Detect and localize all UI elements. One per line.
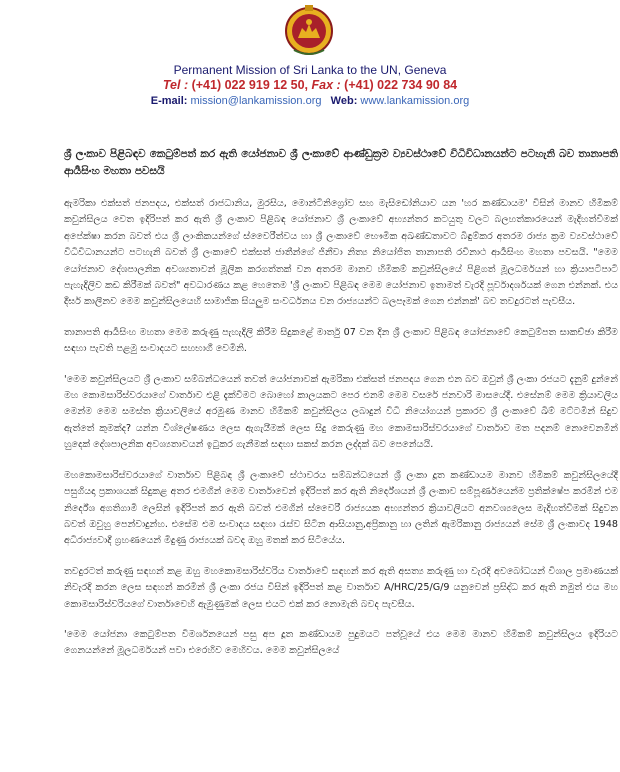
sri-lanka-emblem-icon — [284, 4, 334, 60]
paragraph: 'මෙම කවුන්සිලයට ශ්‍රී ලංකාව සම්බන්ධයෙන් තවත් යෝජනාවක් ඇමරිකා එක්සත් ජනපදය ගෙන එන බව ඔවුන් ශ්‍රී ලංකා රජයට දැනුම් දුන්නේ මහ කොමසාරිස්වරයාගේ වාර්තාව එළි දැක්වීමට බොහෝ කාලයකට පෙර එනම් මෙම වසරේ ජනවාරි මාසයේදී. එසේනම් මෙම ක්‍රියාවලිය මෙන්ම මෙම සමස්ත ක්‍රියාවලියේ අරමුණ මානව හිමිකම් කවුන්සිලය ලබාදුන් විධි නියෝගයන් ප්‍රකාරව ශ්‍රී ලංකාවේ ඛීම් මට්ටමින් සිදුව ඇත්තේ කුමක්ද? යන්න විශ්ලේෂණය ලෙස ඇගැයීමක් ලෙස සිදු කෙරුණු මහ කොමසාරිස්වරයාගේ වාර්තාව මත පදනම් නොවෙනමින් හුදෙක් දේශපාලනික අවශ්‍යතාවයන් ඉටුකර ගැනීමක් සඳහා සකස් කරන ලද්දක් බව පෙනේයයි. — [64, 373, 618, 451]
fax-value: (+41) 022 734 90 84 — [344, 78, 458, 92]
paragraph: ඇමරිකා එක්සත් ජනපදය, එක්සත් රාජධානිය, මුරසිය, මොන්ටිනිග්‍රෝව සහ මැසිඩෝනියාව යන 'හර කණ්ඩායම' විසින් මානව හිමිකම් කවුන්සිලය වෙත ඉදිරිපත් කර ඇති ශ්‍රී ලංකාව පිළිබඳ යෝජනාව ශ්‍රී ලංකාවේ අභ්‍යන්තර කටයුතු වලට බලහත්කාරයෙන් මැදිහත්වීමක් අපේක්ෂා කරන බවත් එය ශ්‍රී ලාංකිකයන්ගේ ස්වෛරීත්වය හා ශ්‍රී ලංකාවේ භෞමික අඛණ්ඩතාවට බිඳුම්කර අතරම රාජ්‍ය ක්‍රම ව්‍යවස්ථාවේ විධිවිධානයන්ට පටහැනි බවත් ශ්‍රී ලංකාවේ එක්සත් ජාතීන්ගේ ජිනීවා නිත්‍ය නියෝජිත තානාපති රවීනාථ ආර්‍යසිංහ මහතා පවසයි. "මෙම යෝජනාව දේශපාලනික අවශ්‍යතාවන් මූලික කරගත්තක් වන අතරම මානව හිමිකම් කවුන්සිලයේ පිළිගත් මූලධර්මයන් හා ක්‍රියාපටිපාටි පැහැදිලිව කඩ කිරීමක් බවත්" අවධාරණය කළ හෙතෙම 'ශ්‍රී ලංකාව පිළිබඳ මෙම යෝජනාව ඉතාමත් වැරදි පූර්වාදර්ශයක් ගෙන එන්නක්. එය දීර්ඝ කාලීනව මෙම කවුන්සිලයෙහි සාමාජික සියලුම සංවර්ධනය වන රාජ්‍යයන්ට බලපෑමක් ගෙන එන්නක්' බව තවදුරටත් පැවසීය. — [64, 198, 618, 308]
email-label: E-mail: — [150, 95, 188, 107]
paragraph: මහකොමසාරිස්වරයාගේ වාර්තාව පිළිබඳ ශ්‍රී ලංකාවේ ස්ථාවරය සම්බන්ධයෙන් ශ්‍රී ලංකා දූත කණ්ඩායම මානව හිමිකම් කවුන්සිලයේදී පසුගියදා ප්‍රකාශයක් සිදුකළ අතර එමගින් මෙම වාර්තාවෙන් ඉදිරිපත් කර ඇති නිර්දේශයන් ශ්‍රී ලංකාව සම්පූර්ණයෙන්ම ප්‍රතික්ෂේප කරමින් එම නිර්දේශ අගතිගාමී ලෙසින් ඉදිරිපත් කර ඇති බවත් එමගින් ස්වෛරී රාජ්‍යයක අභ්‍යන්තර ක්‍රියාවලියට අනවශ්‍යලෙස මැදිහත්වීමක් සිදුවන බවත් ඔවුහු පෙන්වාදුන්හ. එසේම එම සංවාදය සඳහා රැස්ව සිටින ආසියානු,අප්‍රිකානු හා ලතින් ඇමරිකානු රාජ්‍යයන් සේම ශ්‍රී ලංකාවද 1948 අධිරාජ්‍යවාදී ග්‍රහණයෙන් මිදුණු රාජ්‍යයක් බවද ඔහු මතක් කර සිටියේය. — [64, 469, 618, 547]
tel-value: (+41) 022 919 12 50, — [191, 78, 309, 92]
email-link[interactable]: mission@lankamission.org — [190, 95, 322, 107]
paragraph: තානාපති ආර්‍යසිංහ මහතා මෙම කරුණු පැහැදිලි කිරීම සිදුකළේ මාර්තු 07 වන දින ශ්‍රී ලංකාව පිළිබඳ යෝජනාවේ කෙටුම්පත සාකච්ඡා කිරීම සඳහා පැවති පළමු සංවාදයට සහභාගී වෙමිනි. — [64, 326, 618, 355]
press-release-body — [64, 146, 618, 674]
web-link[interactable]: www.lankamission.org — [360, 95, 470, 107]
tel-label: Tel : — [162, 78, 189, 92]
press-release-headline: ශ්‍රී ලංකාව පිළිබඳව කෙටුම්පත් කර ඇති යෝජනාව ශ්‍රී ලංකාවේ ආණ්ඩුක්‍රම ව්‍යවස්ථාවේ විධිවිධානයන්ට පටහැනි බව තානාපති ආර්‍යසිංහ මහතා පවසයි — [64, 148, 618, 177]
mission-name: Permanent Mission of Sri Lanka to the UN, Geneva — [173, 63, 447, 77]
email-web-line — [0, 95, 620, 107]
web-label: Web: — [330, 95, 358, 107]
fax-label: Fax : — [311, 78, 341, 92]
phone-fax-line — [0, 78, 620, 92]
paragraph: තවදුරටත් කරුණු සඳහන් කළ ඔහු මහකොමසාරිස්වරිය වාර්තාවේ සඳහන් කර ඇති අසත්‍ය කරුණු හා වැරදි අවබෝධයන් විශාල ප්‍රමාණයක් නිවැරදි කරන ලෙස සඳහන් කරමින් ශ්‍රී ලංකා රජය විසින් ඉදිරිපත් කළ වාර්තාව A/HRC/25/G/9 යනුවෙන් ප්‍රසිද්ධ කර ඇති නමුත් එය මහ කොමසාරිස්වරියගේ වාර්තාවෙහි ඇමුණුමක් ලෙස එයට එක් කර නොමැති බවද පැවසීය. — [64, 565, 618, 610]
paragraph: 'මෙම යෝජනා කෙටුම්පත විමර්ශනයෙන් පසු අප දූත කණ්ඩායම පුදුමයට පත්වූයේ එය මෙම මානව හිමිකම් කවුන්සිලය ඉදිරියට ගෙනයන්නේ මූලධර්මයන් පවා එරෙහිව මෙහිවය. මෙම කවුන්සිලයේ — [64, 628, 618, 657]
